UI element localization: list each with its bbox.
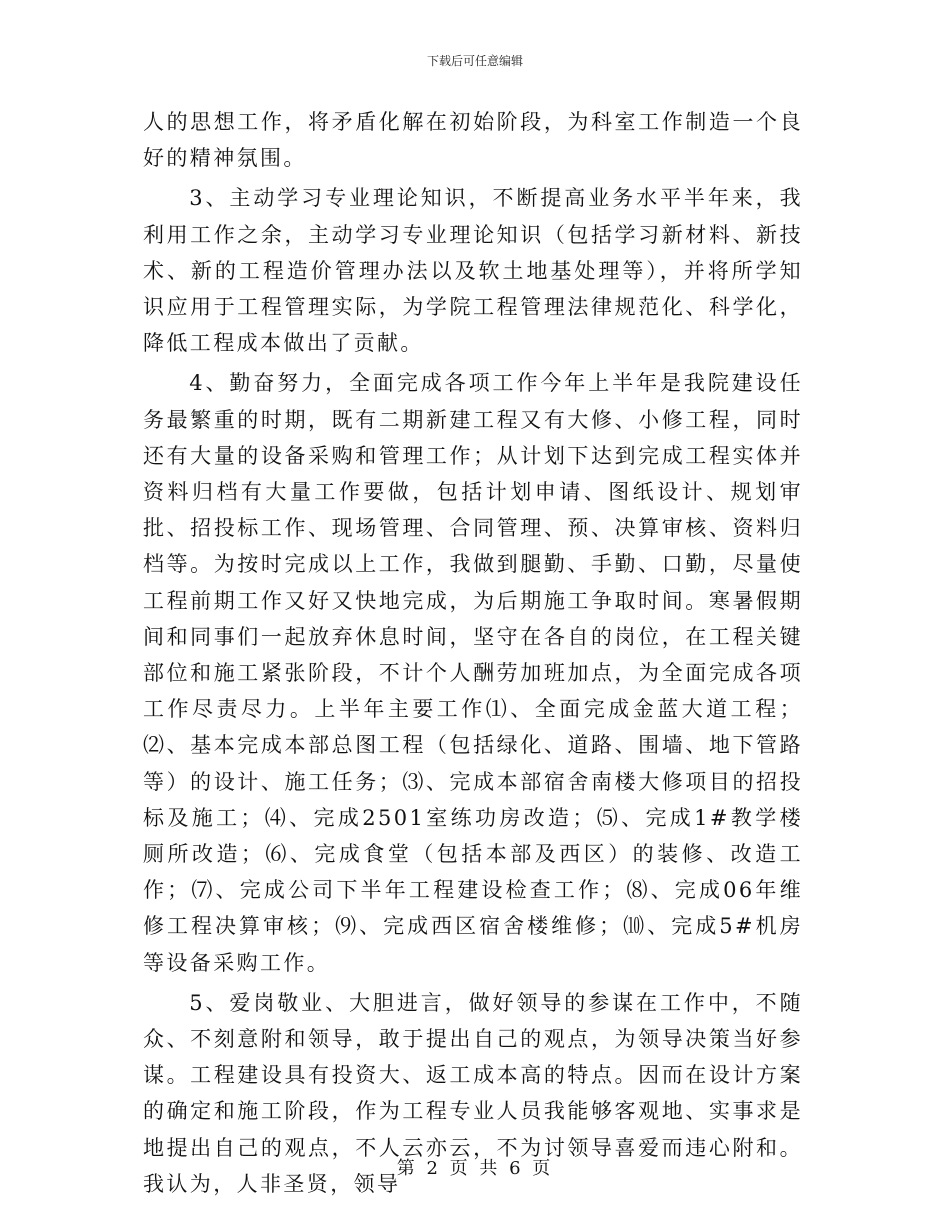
paragraph-continuation: 人的思想工作，将矛盾化解在初始阶段，为科室工作制造一个良好的精神氛围。 [143, 110, 803, 171]
page-header: 下载后可任意编辑 [426, 54, 523, 68]
paragraph-item-3: 3、主动学习专业理论知识，不断提高业务水平半年来，我利用工作之余，主动学习专业理论知识（包括学习新材料、新技术、新的工程造价管理办法以及软土地基处理等），并将所学知识应用于工程管理实际，为学院工程管理法律规范化、科学化，降低工程成本做出了贡献。 [143, 186, 803, 356]
paragraph-item-4: 4、勤奋努力，全面完成各项工作今年上半年是我院建设任务最繁重的时期，既有二期新建工程又有大修、小修工程，同时还有大量的设备采购和管理工作；从计划下达到完成工程实体并资料归档有大量工作要做，包括计划申请、图纸设计、规划审批、招投标工作、现场管理、合同管理、预、决算审核、资料归档等。为按时完成以上工作，我做到腿勤、手勤、口勤，尽量使工程前期工作又好又快地完成，为后期施工争取时间。寒暑假期间和同事们一起放弃休息时间，坚守在各自的岗位，在工程关键部位和施工紧张阶段，不计个人酬劳加班加点，为全面完成各项工作尽责尽力。上半年主要工作⑴、全面完成金蓝大道工程；⑵、基本完成本部总图工程（包括绿化、道路、围墙、地下管路等）的设计、施工任务；⑶、完成本部宿舍南楼大修项目的招投标及施工；⑷、完成2501室练功房改造；⑸、完成1#教学楼厕所改造；⑹、完成食堂（包括本部及西区）的装修、改造工作；⑺、完成公司下半年工程建设检查工作；⑻、完成06年维修工程决算审核；⑼、完成西区宿舍楼维修；⑽、完成5#机房等设备采购工作。 [143, 371, 803, 975]
page-footer: 第 2 页 共 6 页 [396, 1158, 554, 1179]
paragraph-item-5: 5、爱岗敬业、大胆进言，做好领导的参谋在工作中，不随众、不刻意附和领导，敢于提出自己的观点，为领导决策当好参谋。工程建设具有投资大、返工成本高的特点。因而在设计方案的确定和施工阶段，作为工程专业人员我能够客观地、实事求是地提出自己的观点，不人云亦云，不为讨领导喜爱而违心附和。我认为，人非圣贤，领导 [143, 990, 803, 1196]
document-body [143, 104, 803, 1206]
